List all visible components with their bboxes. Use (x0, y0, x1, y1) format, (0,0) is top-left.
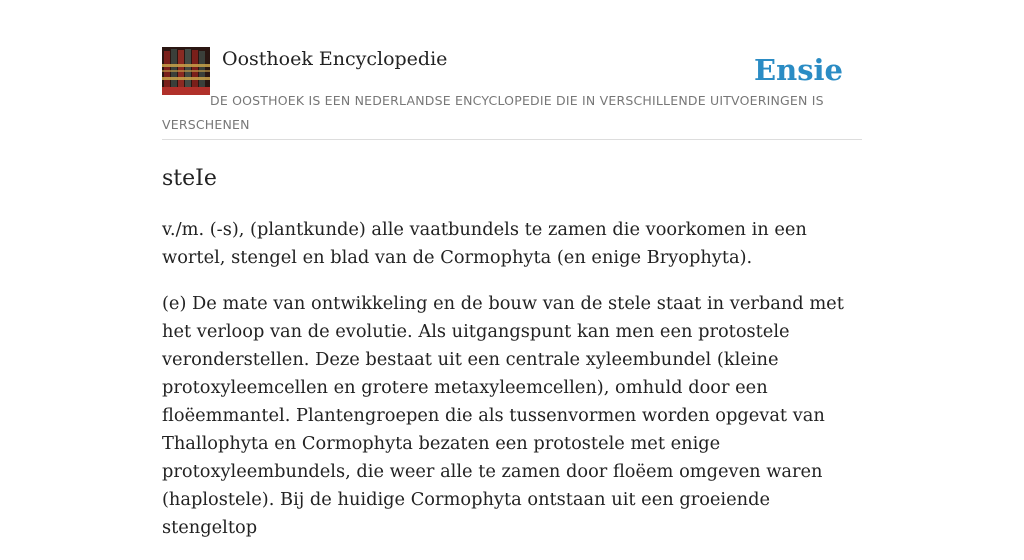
article (162, 164, 862, 560)
brand-logo-link[interactable]: Ensie (754, 53, 843, 87)
source-header (162, 47, 862, 140)
source-title[interactable]: Oosthoek Encyclopedie (222, 48, 448, 70)
source-description: DE OOSTHOEK IS EEN NEDERLANDSE ENCYCLOPEDIE DIE IN VERSCHILLENDE UITVOERINGEN IS VERSCHENEN (162, 93, 824, 132)
entry-title: steIe (162, 166, 217, 191)
source-avatar[interactable] (162, 47, 210, 95)
explanation-paragraph: (e) De mate van ontwikkeling en de bouw van de stele staat in verband met het verloop van de evolutie. Als uitgangspunt kan men een protostele veronderstellen. Deze bestaat uit een centrale xyleembundel (kleine protoxyleemcellen en grotere metaxyleemcellen), omhuld door een floëemmantel. Plantengroepen die als tussenvormen worden opgevat van Thallophyta en Cormophyta bezaten een protostele met enige protoxyleembundels, die weer alle te zamen door floëem omgeven waren (haplostele). Bij de huidige Cormophyta ontstaan uit een groeiende stengeltop (162, 293, 844, 538)
encyclopedia-books-icon (162, 47, 210, 95)
definition-paragraph: v./m. (-s), (plantkunde) alle vaatbundels te zamen die voorkomen in een wortel, stengel en blad van de Cormophyta (en enige Bryophyta). (162, 219, 807, 268)
